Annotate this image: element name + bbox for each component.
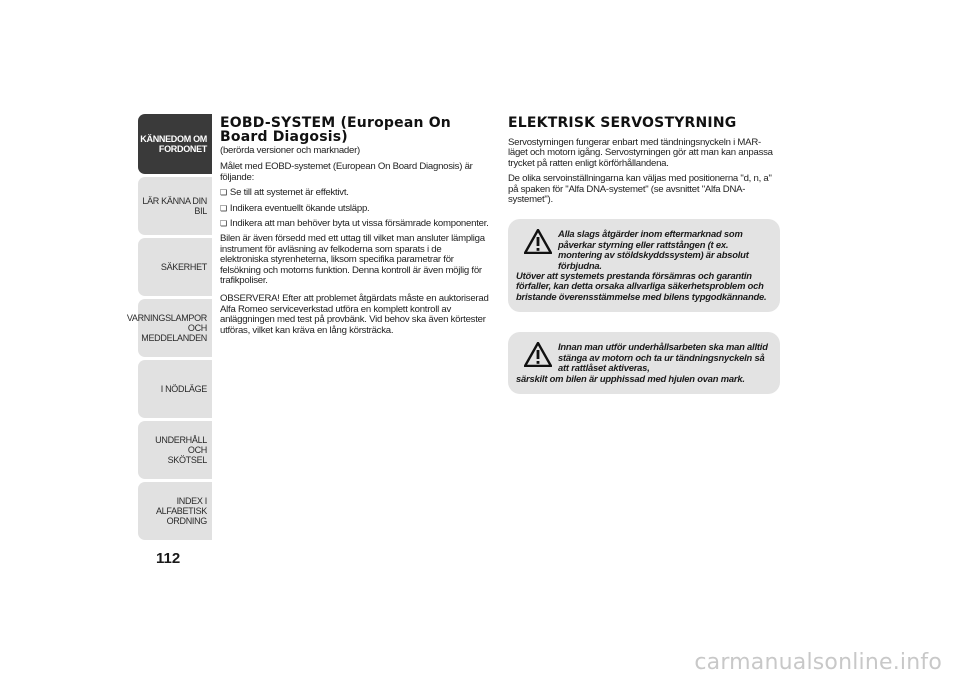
warning-triangle-icon xyxy=(524,229,552,254)
warning-triangle-icon xyxy=(524,342,552,367)
observera-paragraph: OBSERVERA! Efter att problemet åtgärdats måste en auktoriserad Alfa Romeo serviceverkstad utföra en komplett kontroll av anläggningen med test på provbänk. Vid behov ska även körtester utföras, vilket kan kräva en lång körsträcka. xyxy=(220,293,489,336)
body-paragraph: De olika servoinställningarna kan väljas med positionerna "d, n, a" på spaken för "Alfa DNA-systemet" (se avsnittet "Alfa DNA-systemet"). xyxy=(508,173,772,206)
tab-sakerhet[interactable] xyxy=(138,238,212,296)
tab-i-nodlage[interactable] xyxy=(138,360,212,418)
warning-box xyxy=(508,332,780,394)
right-column xyxy=(508,116,780,394)
section-subtitle: (berörda versioner och marknader) xyxy=(220,145,360,156)
tab-varningslampor[interactable] xyxy=(126,299,212,357)
intro-paragraph: Målet med EOBD-systemet (European On Board Diagnosis) är följande: xyxy=(220,161,473,183)
tab-label: UNDERHÅLL OCH SKÖTSEL xyxy=(155,435,207,465)
tab-kannedom-om-fordonet[interactable] xyxy=(138,114,212,174)
tab-label: LÄR KÄNNA DIN BIL xyxy=(142,196,207,216)
tab-label: KÄNNEDOM OM FORDONET xyxy=(140,134,207,154)
tab-index[interactable] xyxy=(138,482,212,540)
warning-text: Utöver att systemets prestanda försämras och garantin förfaller, kan detta orsaka allvarliga säkerhetsproblem och bristande överensstämmelse med bilens typgodkännande. xyxy=(516,270,767,302)
tab-label: INDEX I ALFABETISK ORDNING xyxy=(155,496,207,526)
watermark: carmanualsonline.info xyxy=(694,650,942,675)
tab-label: I NÖDLÄGE xyxy=(160,384,207,394)
tab-label: VARNINGSLAMPOR OCH MEDDELANDEN xyxy=(126,313,207,343)
tab-lar-kanna-din-bil[interactable] xyxy=(138,177,212,235)
warning-box xyxy=(508,219,780,312)
body-paragraph: Servostyrningen fungerar enbart med tändningsnyckeln i MAR-läget och motorn igång. Servostyrningen gör att man kan anpassa trycket på ratten enligt körförhållandena. xyxy=(508,137,773,169)
tab-label: SÄKERHET xyxy=(160,262,207,272)
section-heading-eobd: EOBD-SYSTEM (European On Board Diagosis) xyxy=(220,115,451,145)
warning-lead-text: Innan man utför underhållsarbeten ska man alltid stänga av motorn och ta ur tändningsnyckeln så att rattlåset aktiveras, xyxy=(558,341,768,374)
section-heading-servostyrning: ELEKTRISK SERVOSTYRNING xyxy=(508,115,737,131)
body-paragraph: Bilen är även försedd med ett uttag till vilket man ansluter lämpliga instrument för avläsning av felkoderna som sparats i de elektroniska styrenheterna, liksom specifika parametrar för felsökning och motorns funktion. Denna kontroll är även möjlig för trafikpoliser. xyxy=(220,233,485,287)
warning-text: särskilt om bilen är upphissad med hjulen ovan mark. xyxy=(516,372,745,384)
tab-underhall-och-skotsel[interactable] xyxy=(138,421,212,479)
bullet-item: ❏ Se till att systemet är effektivt. xyxy=(220,188,490,198)
bullet-item: ❏ Indikera att man behöver byta ut vissa försämrade komponenter. xyxy=(220,219,490,229)
bullet-item: ❏ Indikera eventuellt ökande utsläpp. xyxy=(220,204,490,214)
page-number: 112 xyxy=(156,550,181,567)
warning-lead-text: Alla slags åtgärder inom eftermarknad som påverkar styrning eller rattstången (t ex. montering av stöldskyddssystem) är absolut förbjudna. xyxy=(558,228,749,271)
left-column xyxy=(220,116,490,341)
